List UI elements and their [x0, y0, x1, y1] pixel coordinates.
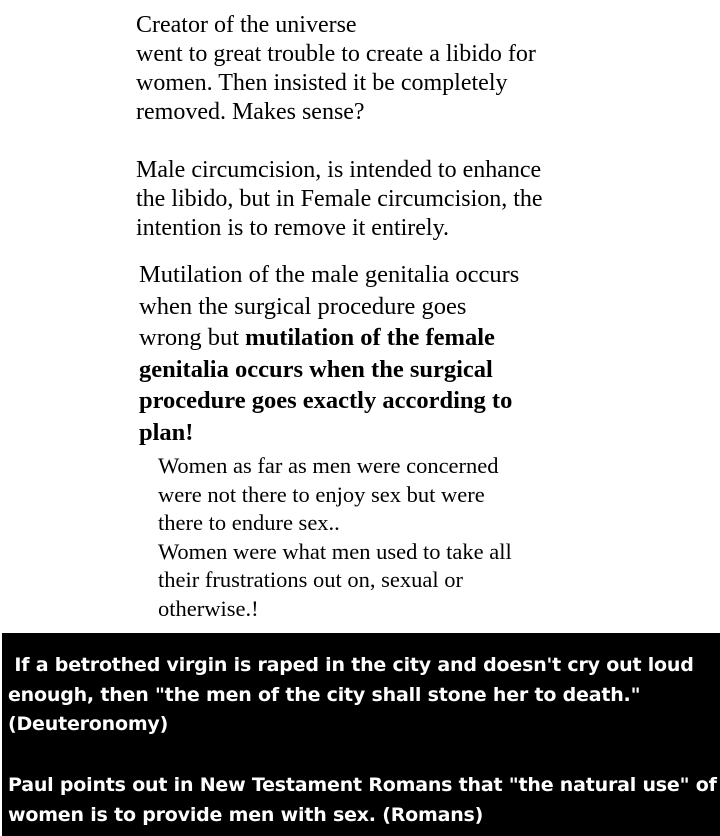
- text-line: Male circumcision, is intended to enhance: [136, 157, 542, 183]
- text-line: (Deuteronomy): [8, 713, 169, 735]
- text-line: were not there to enjoy sex but were: [158, 481, 485, 507]
- text-line: removed. Makes sense?: [136, 99, 365, 125]
- text-line: If a betrothed virgin is raped in the city and doesn't cry out loud: [8, 654, 694, 676]
- text-line: intention is to remove it entirely.: [136, 215, 450, 241]
- bold-line: procedure goes exactly according to: [139, 387, 513, 414]
- bold-line: plan!: [139, 418, 194, 446]
- libido-paragraph: [136, 11, 536, 127]
- mutilation-paragraph: [139, 259, 519, 448]
- text-line: otherwise.!: [158, 595, 259, 621]
- text-line: women. Then insisted it be completely: [136, 70, 508, 96]
- text-line: enough, then "the men of the city shall stone her to death.": [8, 683, 641, 706]
- women-paragraph: [158, 452, 512, 624]
- text-line: Paul points out in New Testament Romans that "the natural use" of: [8, 774, 717, 796]
- deuteronomy-paragraph: [8, 651, 694, 740]
- text-line: Women as far as men were concerned: [158, 453, 499, 478]
- text-line: Mutilation of the male genitalia occurs: [139, 261, 520, 288]
- plain-text: wrong but: [139, 324, 246, 351]
- text-line: Women were what men used to take all: [158, 538, 512, 564]
- bold-line: genitalia occurs when the surgical: [139, 355, 493, 383]
- bold-text: mutilation of the female: [245, 324, 495, 351]
- text-line: their frustrations out on, sexual or: [158, 567, 463, 593]
- quote-panel: [2, 633, 720, 836]
- text-line: went to great trouble to create a libido for: [136, 41, 536, 67]
- mixed-line: [139, 322, 519, 354]
- text-line: Creator of the universe: [136, 12, 357, 38]
- text-line: the libido, but in Female circumcision, the: [136, 186, 543, 212]
- text-line: women is to provide men with sex. (Romans): [8, 803, 484, 826]
- text-line: when the surgical procedure goes: [139, 292, 467, 320]
- circumcision-paragraph: [136, 156, 543, 243]
- text-line: there to endure sex..: [158, 510, 340, 536]
- romans-paragraph: [8, 771, 717, 830]
